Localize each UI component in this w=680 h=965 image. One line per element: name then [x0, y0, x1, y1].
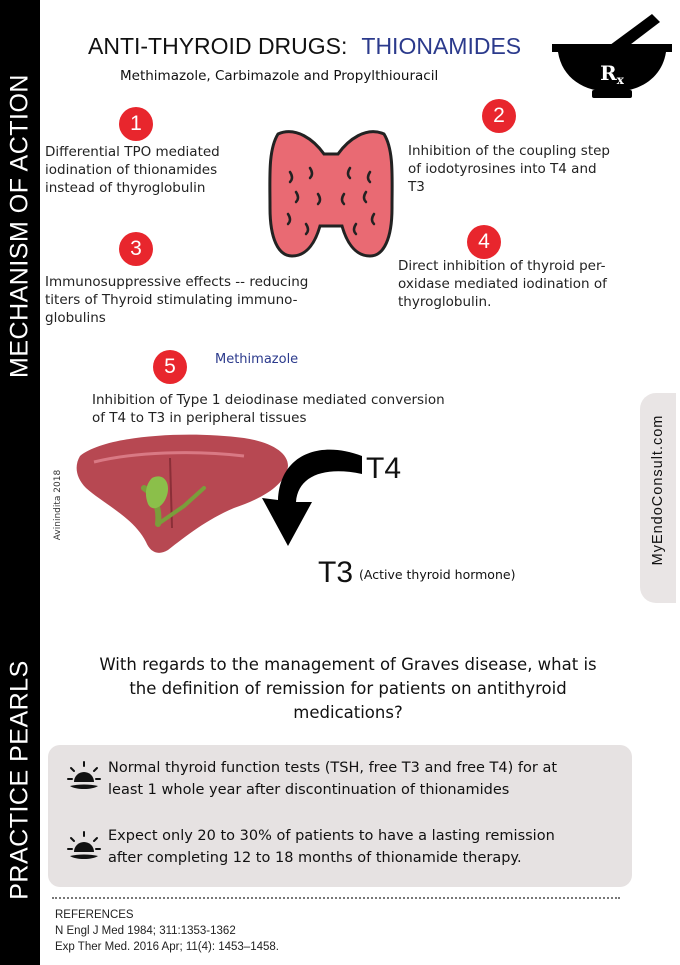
section-label-pearls: PRACTICE PEARLS: [5, 660, 34, 900]
curved-arrow-icon: [250, 440, 370, 550]
mechanism-5-text: Inhibition of Type 1 deiodinase mediated conversion of T4 to T3 in peripheral tissues: [92, 392, 445, 426]
sunrise-icon: [66, 760, 102, 792]
t3-label: T3 (Active thyroid hormone): [318, 556, 516, 589]
title-main: ANTI-THYROID DRUGS:: [88, 33, 348, 59]
mechanism-1-text: Differential TPO mediated iodination of thionamides instead of thyroglobulin: [45, 144, 220, 196]
site-label: MyEndoConsult.com: [650, 414, 666, 566]
image-credit: Avinindita 2018: [53, 469, 63, 541]
thyroid-gland-icon: [266, 128, 396, 260]
mechanism-2-text: Inhibition of the coupling step of iodotyrosines into T4 and T3: [408, 143, 610, 195]
references: [55, 907, 279, 955]
page-title: [88, 33, 521, 60]
references-heading: REFERENCES: [55, 909, 134, 921]
section-label-mechanism: MECHANISM OF ACTION: [5, 74, 34, 378]
divider: [52, 897, 620, 899]
reference-item: Exp Ther Med. 2016 Apr; 11(4): 1453–1458.: [55, 941, 279, 953]
rx-sub: x: [616, 73, 624, 87]
rx-letter: R: [600, 61, 617, 85]
drug-label-methimazole: Methimazole: [215, 352, 299, 367]
pearl-item-1: Normal thyroid function tests (TSH, free T3 and free T4) for at least 1 whole year after discontinuation of thionamides: [108, 760, 558, 798]
t4-label: T4: [366, 452, 402, 485]
badge-5: 5: [153, 350, 187, 384]
mortar-pestle-icon: [548, 8, 676, 104]
badge-3: 3: [119, 232, 153, 266]
sunrise-icon: [66, 830, 102, 862]
badge-4: 4: [467, 225, 501, 259]
t3-note: (Active thyroid hormone): [359, 567, 516, 582]
title-accent: THIONAMIDES: [361, 33, 522, 59]
page-subtitle: Methimazole, Carbimazole and Propylthiouracil: [120, 68, 439, 84]
mechanism-3-text: Immunosuppressive effects -- reducing titers of Thyroid stimulating immuno- globulins: [45, 274, 309, 326]
pearl-question: With regards to the management of Graves disease, what is the definition of remission for patients on antithyroid medications?: [99, 655, 597, 722]
pearl-item-2: Expect only 20 to 30% of patients to have a lasting remission after completing 12 to 18 months of thionamide therapy.: [108, 828, 555, 866]
reference-item: N Engl J Med 1984; 311:1353-1362: [55, 925, 236, 937]
badge-1: 1: [119, 107, 153, 141]
badge-2: 2: [482, 99, 516, 133]
mechanism-4-text: Direct inhibition of thyroid per- oxidase mediated iodination of thyroglobulin.: [398, 258, 607, 310]
